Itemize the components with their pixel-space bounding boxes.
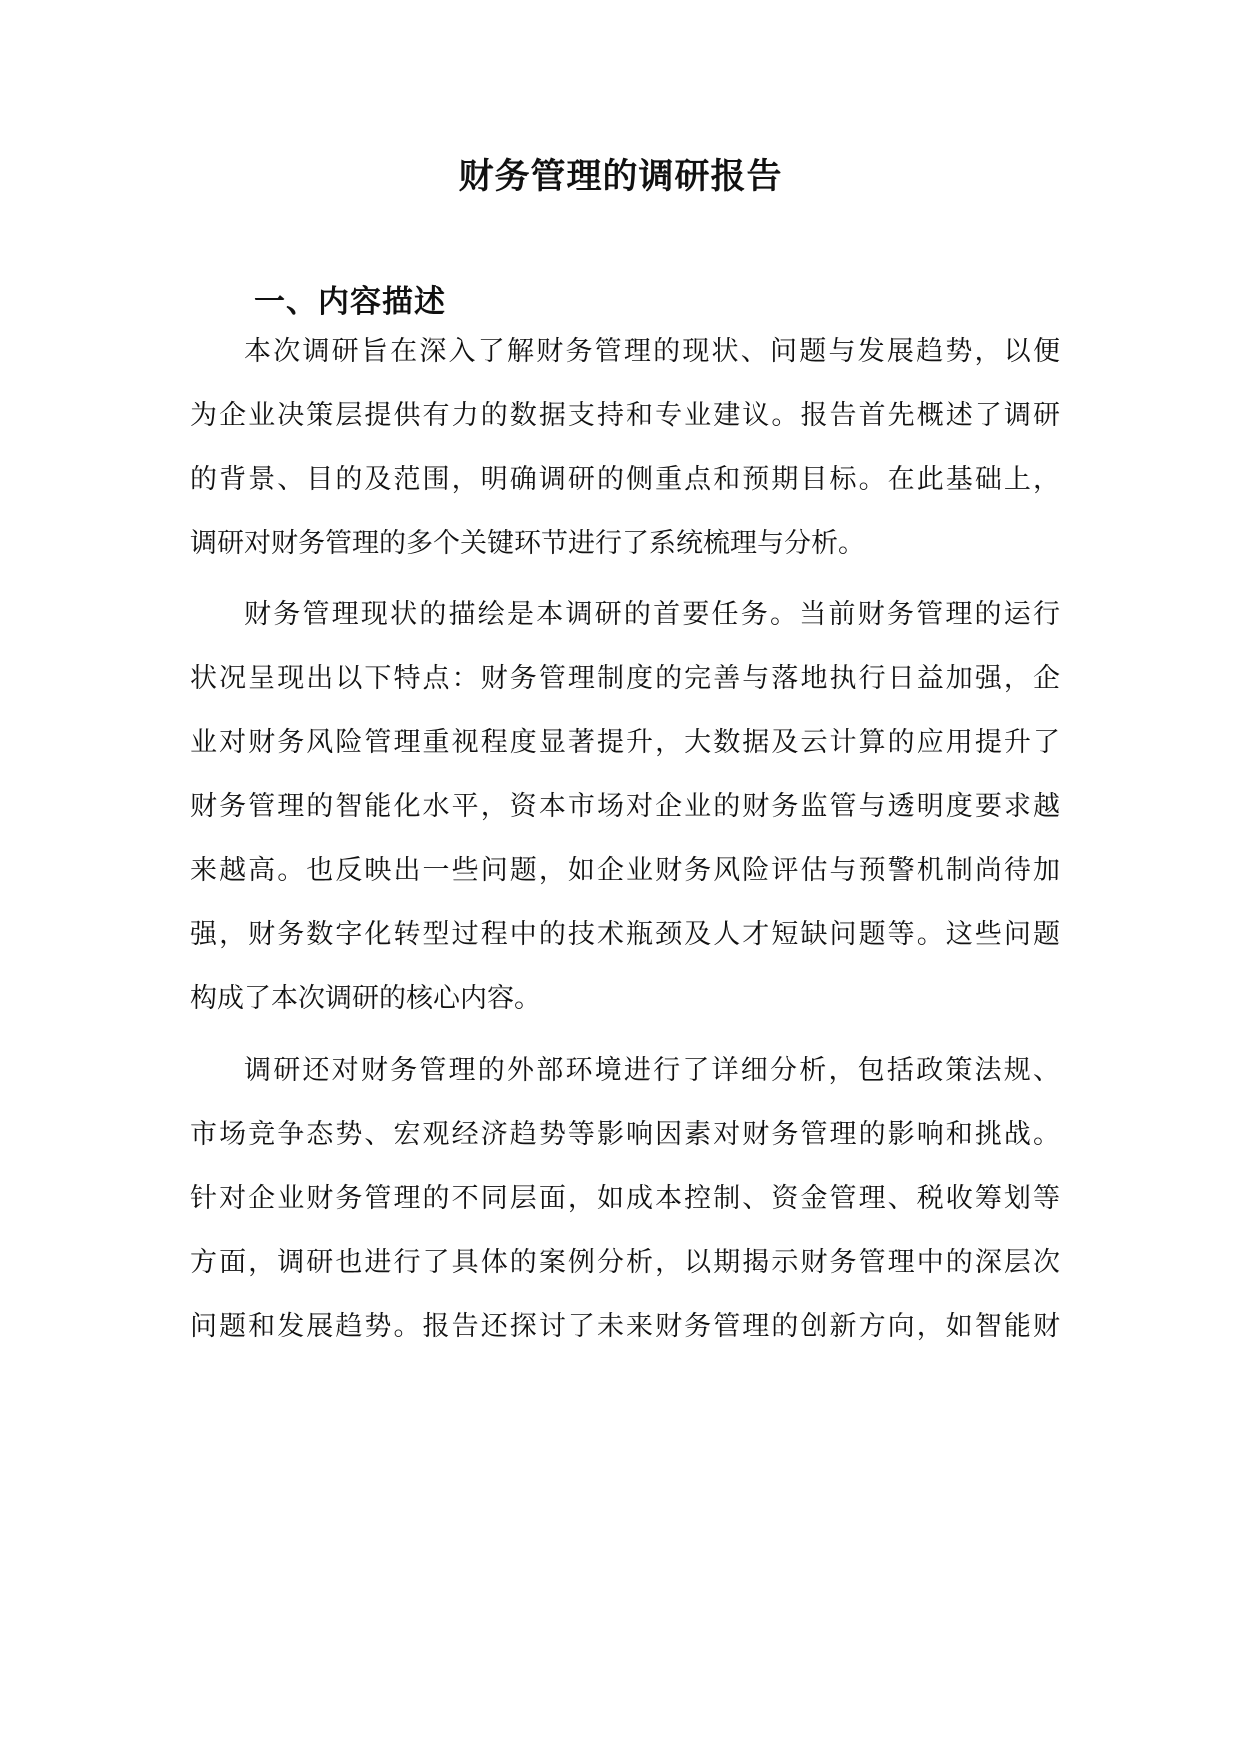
paragraph-3-line-2: 市场竞争态势、宏观经济趋势等影响因素对财务管理的影响和挑战。 <box>190 1119 1060 1150</box>
section-heading: 一、内容描述 <box>254 284 446 320</box>
paragraph-2-line-1: 财务管理现状的描绘是本调研的首要任务。当前财务管理的运行 <box>244 599 1060 630</box>
paragraph-2-line-7: 构成了本次调研的核心内容。 <box>190 983 541 1014</box>
paragraph-3-line-4: 方面，调研也进行了具体的案例分析，以期揭示财务管理中的深层次 <box>190 1247 1060 1278</box>
paragraph-1-line-2: 为企业决策层提供有力的数据支持和专业建议。报告首先概述了调研 <box>190 400 1060 431</box>
paragraph-1-line-3: 的背景、目的及范围，明确调研的侧重点和预期目标。在此基础上， <box>190 464 1060 495</box>
paragraph-2-line-5: 来越高。也反映出一些问题，如企业财务风险评估与预警机制尚待加 <box>190 855 1060 886</box>
paragraph-2-line-3: 业对财务风险管理重视程度显著提升，大数据及云计算的应用提升了 <box>190 727 1060 758</box>
paragraph-2-line-6: 强，财务数字化转型过程中的技术瓶颈及人才短缺问题等。这些问题 <box>190 919 1060 950</box>
paragraph-3-line-5: 问题和发展趋势。报告还探讨了未来财务管理的创新方向，如智能财 <box>190 1311 1060 1342</box>
paragraph-1-line-4: 调研对财务管理的多个关键环节进行了系统梳理与分析。 <box>190 528 865 559</box>
paragraph-1-line-1: 本次调研旨在深入了解财务管理的现状、问题与发展趋势，以便 <box>244 336 1060 367</box>
paragraph-3-line-1: 调研还对财务管理的外部环境进行了详细分析，包括政策法规、 <box>244 1055 1060 1086</box>
paragraph-2-line-4: 财务管理的智能化水平，资本市场对企业的财务监管与透明度要求越 <box>190 791 1060 822</box>
paragraph-2-line-2: 状况呈现出以下特点：财务管理制度的完善与落地执行日益加强，企 <box>190 663 1060 694</box>
document-title: 财务管理的调研报告 <box>458 156 783 197</box>
paragraph-3-line-3: 针对企业财务管理的不同层面，如成本控制、资金管理、税收筹划等 <box>190 1183 1060 1214</box>
